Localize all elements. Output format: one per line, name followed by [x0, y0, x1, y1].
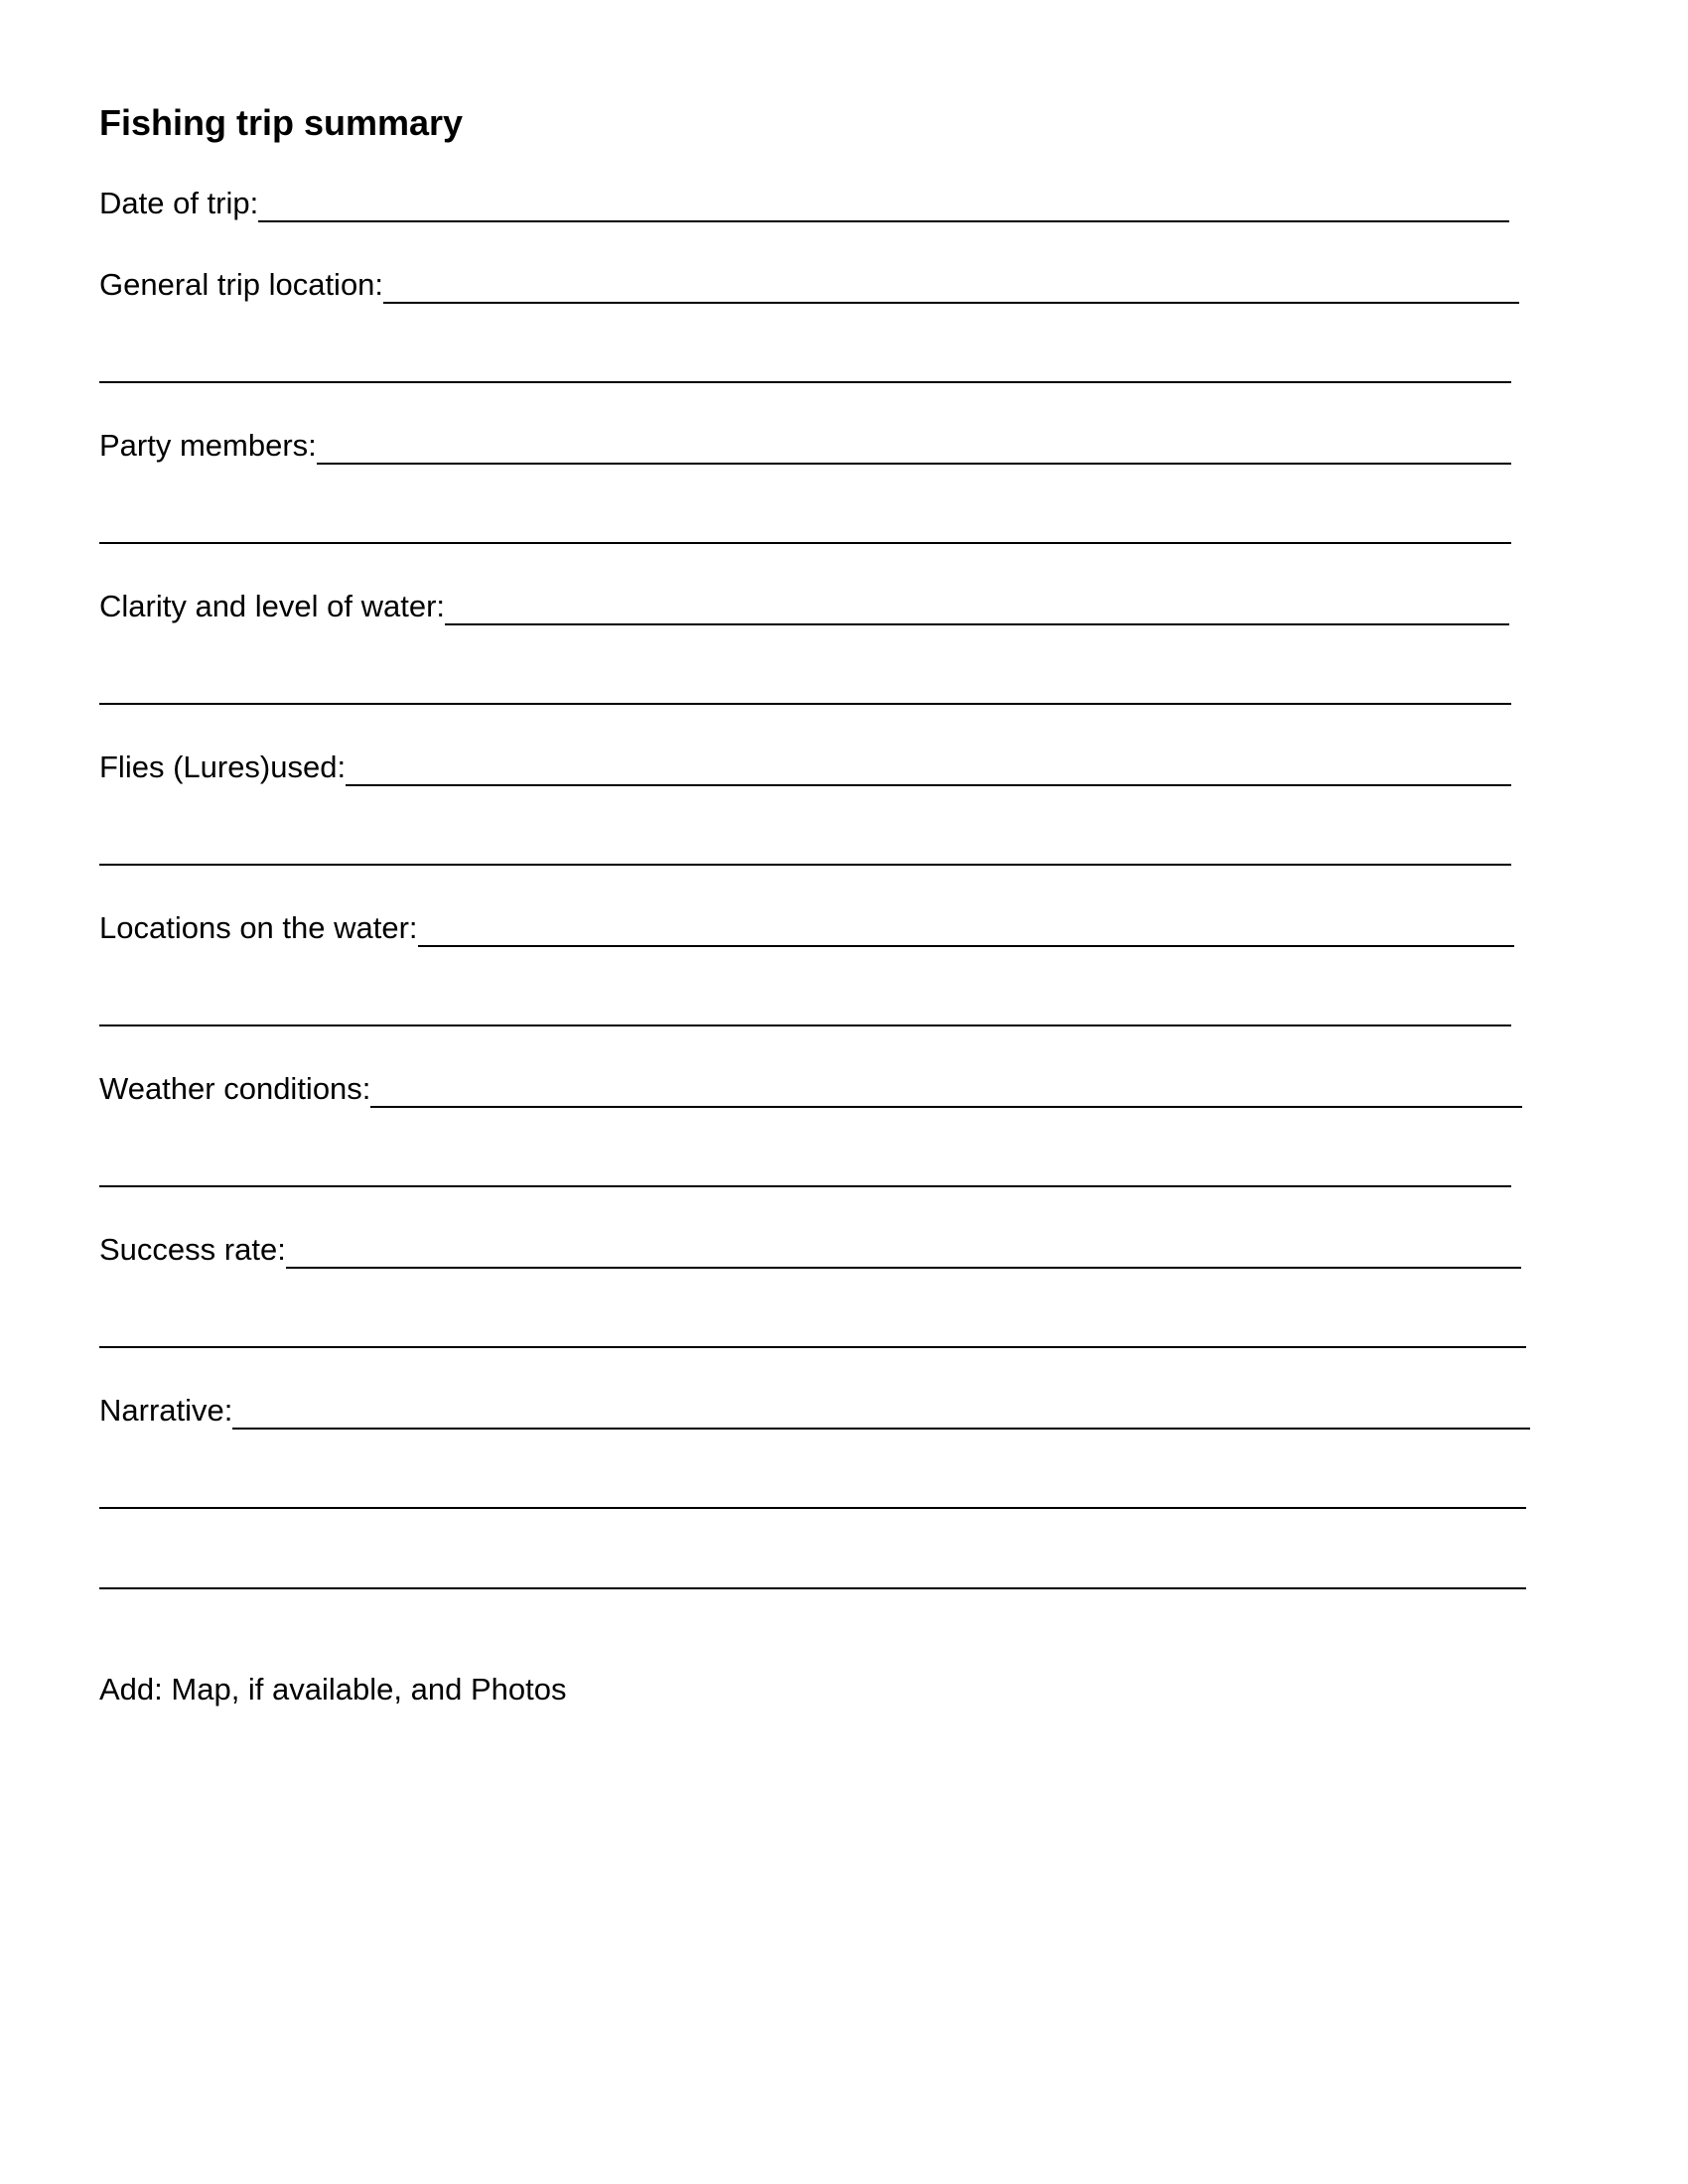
flies-lures-used-continuation-line[interactable] — [99, 864, 1511, 866]
field-label-clarity-and-level-of-water: Clarity and level of water: — [99, 589, 446, 623]
date-of-trip-line[interactable] — [258, 191, 1509, 222]
field-flies-lures-used — [99, 745, 1511, 786]
field-party-members — [99, 423, 1511, 465]
field-clarity-and-level-of-water — [99, 584, 1509, 625]
field-label-success-rate: Success rate: — [99, 1232, 286, 1267]
field-locations-on-the-water — [99, 905, 1514, 947]
party-members-continuation-line[interactable] — [99, 542, 1511, 544]
footer-note: Add: Map, if available, and Photos — [99, 1672, 567, 1706]
general-trip-location-continuation-line[interactable] — [99, 381, 1511, 383]
field-date-of-trip — [99, 181, 1509, 222]
field-label-party-members: Party members: — [99, 428, 317, 463]
locations-on-the-water-line[interactable] — [418, 915, 1514, 947]
field-label-narrative: Narrative: — [99, 1393, 233, 1428]
general-trip-location-line[interactable] — [383, 272, 1519, 304]
weather-conditions-continuation-line[interactable] — [99, 1185, 1511, 1187]
clarity-and-level-of-water-continuation-line[interactable] — [99, 703, 1511, 705]
weather-conditions-line[interactable] — [370, 1076, 1522, 1108]
clarity-and-level-of-water-line[interactable] — [445, 594, 1509, 625]
field-label-general-trip-location: General trip location: — [99, 267, 384, 302]
party-members-line[interactable] — [317, 433, 1511, 465]
field-narrative — [99, 1388, 1530, 1430]
success-rate-line[interactable] — [286, 1237, 1521, 1269]
field-label-locations-on-the-water: Locations on the water: — [99, 910, 418, 945]
field-general-trip-location — [99, 262, 1519, 304]
field-label-flies-lures-used: Flies (Lures)used: — [99, 750, 347, 784]
field-label-weather-conditions: Weather conditions: — [99, 1071, 371, 1106]
locations-on-the-water-continuation-line[interactable] — [99, 1024, 1511, 1026]
narrative-line[interactable] — [232, 1398, 1530, 1430]
form-title: Fishing trip summary — [99, 102, 464, 143]
narrative-continuation-line-2[interactable] — [99, 1587, 1526, 1589]
success-rate-continuation-line[interactable] — [99, 1346, 1526, 1348]
field-weather-conditions — [99, 1066, 1522, 1108]
flies-lures-used-line[interactable] — [346, 754, 1511, 786]
field-label-date-of-trip: Date of trip: — [99, 186, 259, 220]
narrative-continuation-line-1[interactable] — [99, 1507, 1526, 1509]
field-success-rate — [99, 1227, 1521, 1269]
